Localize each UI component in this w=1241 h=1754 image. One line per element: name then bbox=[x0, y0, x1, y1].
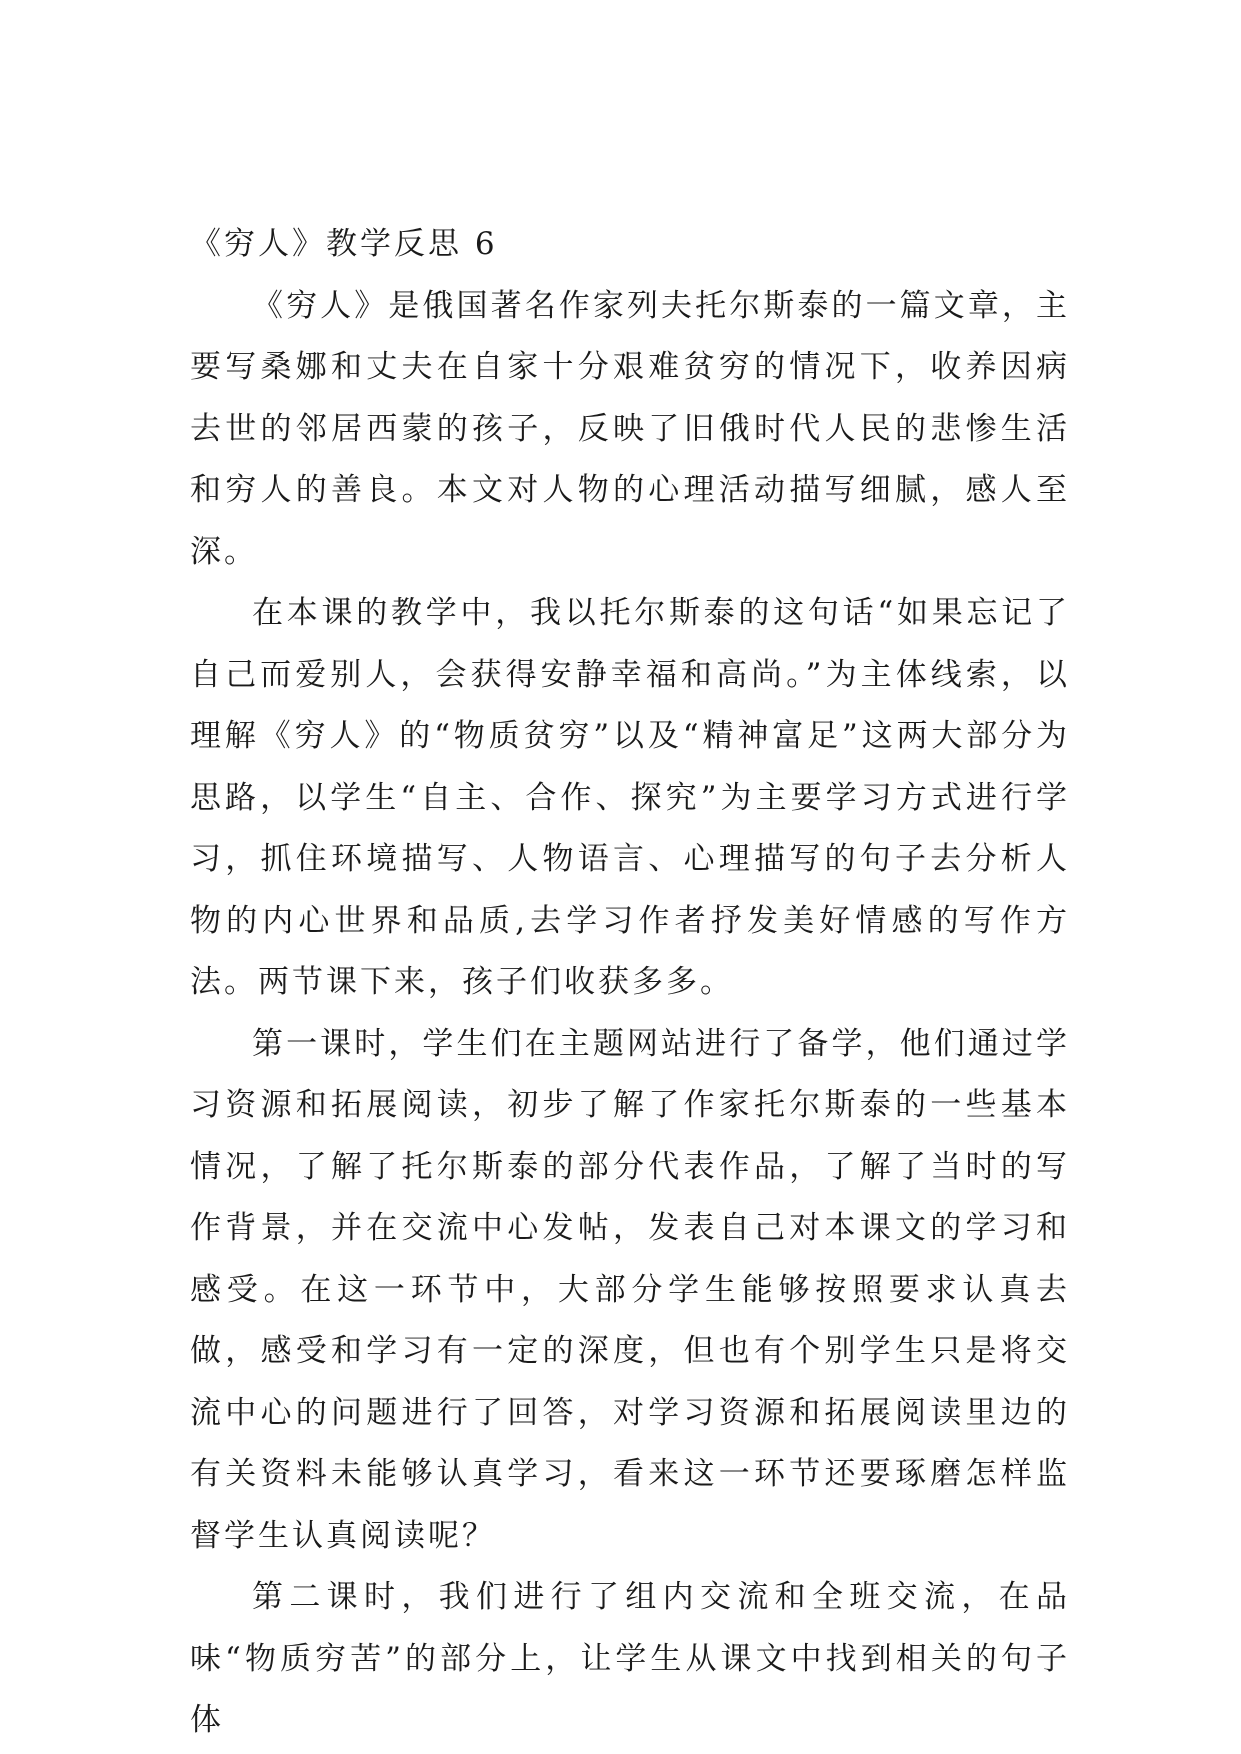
document-body bbox=[190, 214, 1070, 1752]
paragraph-intro: 《穷人》是俄国著名作家列夫托尔斯泰的一篇文章，主要写桑娜和丈夫在自家十分艰难贫穷的情况下，收养因病去世的邻居西蒙的孩子，反映了旧俄时代人民的悲惨生活和穷人的善良。本文对人物的心理活动描写细腻，感人至深。 bbox=[190, 287, 1070, 570]
document-title: 《穷人》教学反思 6 bbox=[190, 226, 498, 262]
paragraph-first-lesson: 第一课时，学生们在主题网站进行了备学，他们通过学习资源和拓展阅读，初步了解了作家托尔斯泰的一些基本情况，了解了托尔斯泰的部分代表作品，了解了当时的写作背景，并在交流中心发帖，发表自己对本课文的学习和感受。在这一环节中，大部分学生能够按照要求认真去做，感受和学习有一定的深度，但也有个别学生只是将交流中心的问题进行了回答，对学习资源和拓展阅读里边的有关资料未能够认真学习，看来这一环节还要琢磨怎样监督学生认真阅读呢？ bbox=[190, 1025, 1070, 1554]
paragraph-teaching-approach: 在本课的教学中，我以托尔斯泰的这句话“如果忘记了自己而爱别人，会获得安静幸福和高尚。”为主体线索，以理解《穷人》的“物质贫穷”以及“精神富足”这两大部分为思路，以学生“自主、合作、探究”为主要学习方式进行学习，抓住环境描写、人物语言、心理描写的句子去分析人物的内心世界和品质,去学习作者抒发美好情感的写作方法。两节课下来，孩子们收获多多。 bbox=[190, 595, 1070, 1000]
paragraph-second-lesson: 第二课时，我们进行了组内交流和全班交流，在品味“物质穷苦”的部分上，让学生从课文中找到相关的句子体 bbox=[190, 1579, 1070, 1738]
